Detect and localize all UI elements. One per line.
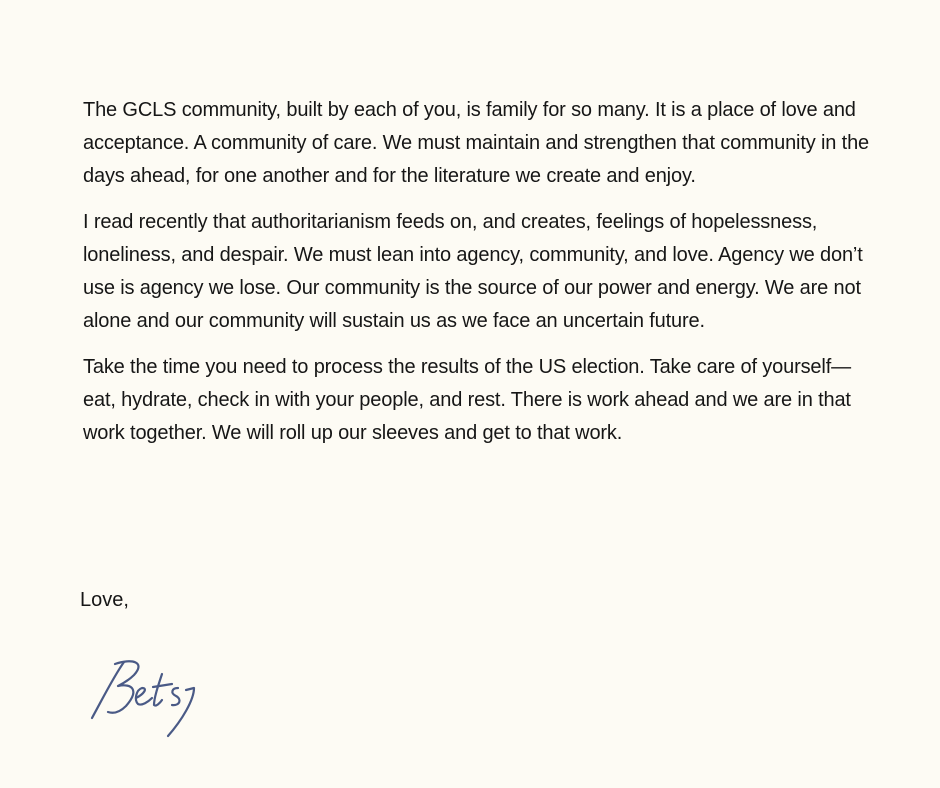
letter-paragraph-2: I read recently that authoritarianism feeds on, and creates, feelings of hopelessness, loneliness, and despair. We must lean into agency, community, and love. Agency we don’t use is agency we lose. Our community is the source of our power and energy. We are not alone and our community will sustain us as we face an uncertain future.	[83, 211, 863, 332]
letter-body	[83, 94, 873, 463]
letter-closing: Love,	[80, 589, 129, 611]
handwritten-signature	[82, 650, 222, 745]
letter-paragraph-3: Take the time you need to process the results of the US election. Take care of yourself—eat, hydrate, check in with your people, and rest. There is work ahead and we are in that work together. We will roll up our sleeves and get to that work.	[83, 356, 851, 444]
letter-paragraph-1: The GCLS community, built by each of you, is family for so many. It is a place of love and acceptance. A community of care. We must maintain and strengthen that community in the days ahead, for one another and for the literature we create and enjoy.	[83, 99, 870, 187]
